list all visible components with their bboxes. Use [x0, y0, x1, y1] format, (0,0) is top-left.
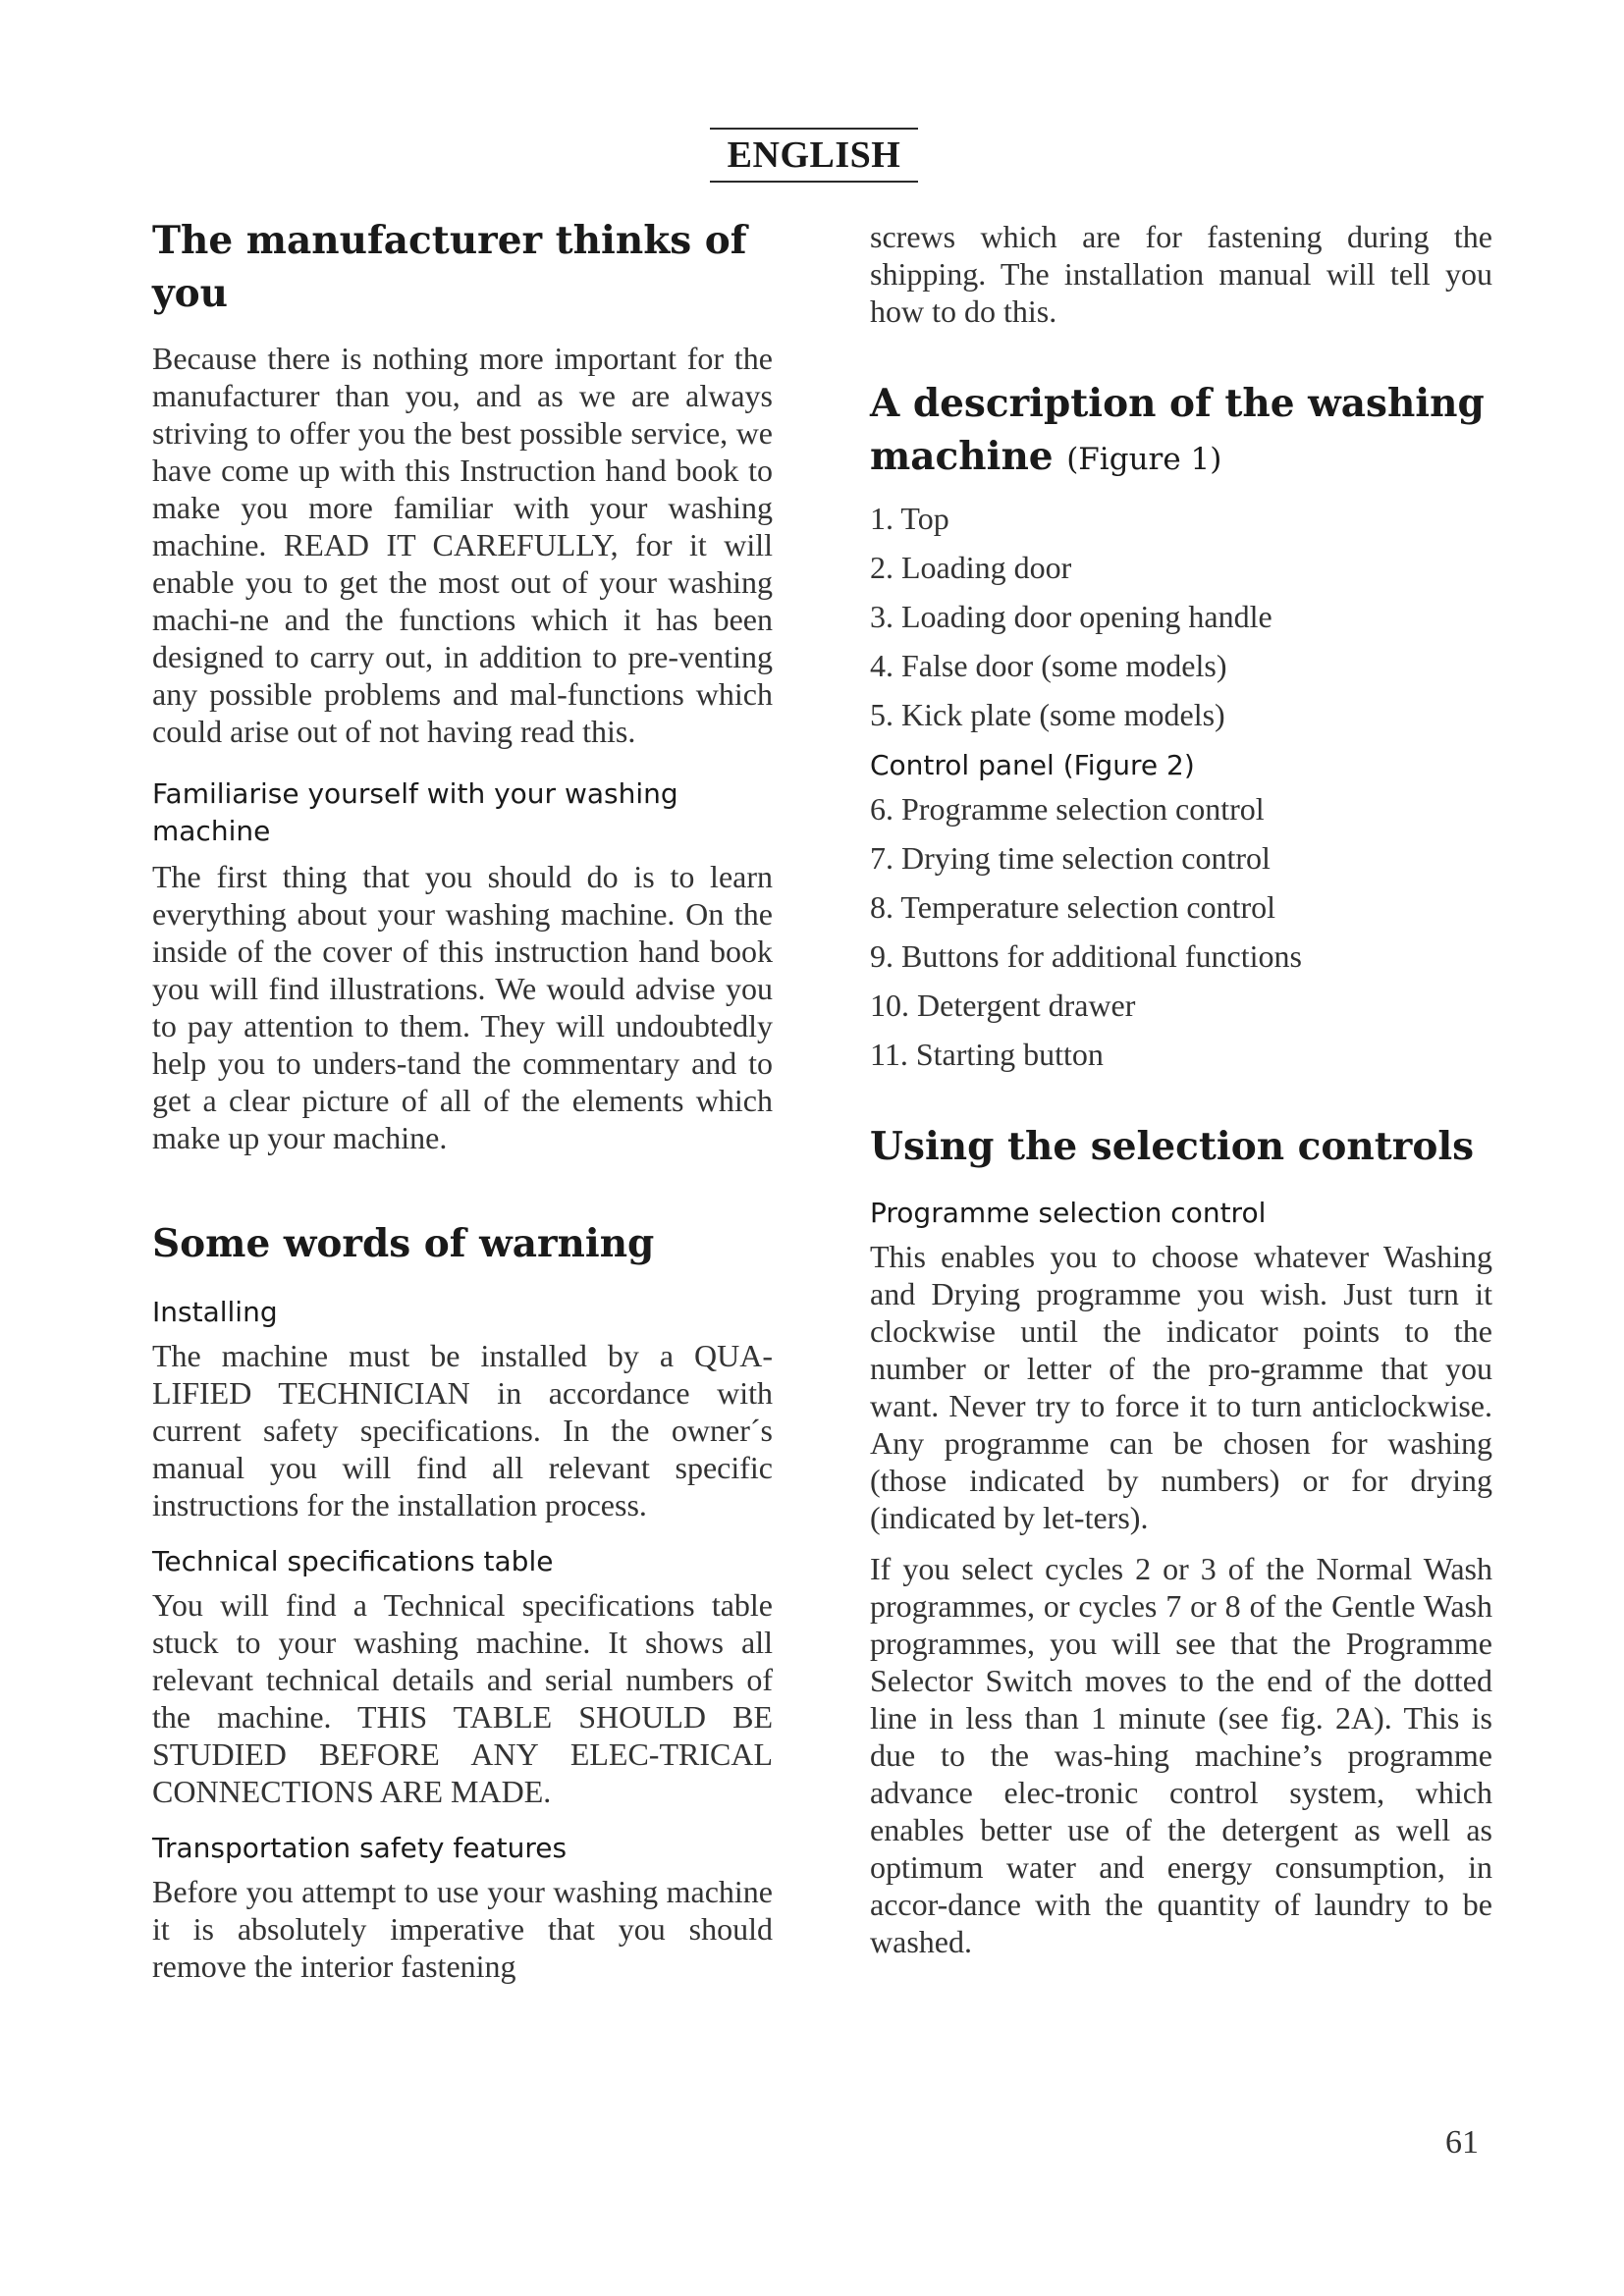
subheading-transport: Transportation safety features — [152, 1832, 568, 1864]
subheading-installing: Installing — [152, 1296, 278, 1328]
list-item: 2. Loading door — [870, 550, 1072, 585]
heading-manufacturer: The manufacturer thinks of you — [152, 218, 747, 316]
language-label: ENGLISH — [727, 134, 901, 176]
language-header — [710, 128, 918, 183]
intro-paragraph: Because there is nothing more important for the manufacturer than you, and as we are always striving to offer you the best possible service, we have come up with this Instruction hand book to make you more familiar with your washing machine. READ IT CAREFULLY, for it will enable you to get the most out of your washing machi-ne and the functions which it has been designed to carry out, in addition to pre-venting any possible problems and mal-functions which could arise out of not having read this. — [152, 341, 773, 749]
subheading-familiarise: Familiarise yourself with your washing machine — [152, 777, 678, 847]
programme-paragraph-1: This enables you to choose whatever Washing and Drying programme you wish. Just turn it clockwise until the indicator points to the number or letter of the pro-gramme that you want. Never try to force it to turn anticlockwise. Any programme can be chosen for washing (those indicated by numbers) or for drying (indicated by let-ters). — [870, 1239, 1492, 1535]
list-item: 1. Top — [870, 501, 949, 536]
subheading-control-panel: Control panel (Figure 2) — [870, 749, 1195, 781]
list-item: 11. Starting button — [870, 1037, 1104, 1072]
list-item: 4. False door (some models) — [870, 648, 1227, 683]
heading-description-text: A description of the washing machine — [870, 381, 1485, 479]
subheading-tech-specs: Technical specifications table — [152, 1545, 554, 1577]
heading-warning: Some words of warning — [152, 1221, 655, 1266]
familiarise-paragraph: The first thing that you should do is to learn everything about your washing machine. On the inside of the cover of this instruction hand book you will find illustrations. We would advise you to pay attention to them. They will undoubtedly help you to unders-tand the commentary and to get a clear picture of all of the elements which make up your machine. — [152, 859, 773, 1155]
control-panel-list — [870, 784, 1492, 1079]
programme-paragraph-2: If you select cycles 2 or 3 of the Normal Wash programmes, or cycles 7 or 8 of the Gentle Wash programmes, you will see that the Programme Selector Switch moves to the end of the dotted line in less than 1 minute (see fig. 2A). This is due to the was-hing machine’s programme advance elec-tronic control system, which enables better use of the detergent as well as optimum water and energy consumption, in accor-dance with the quantity of laundry to be washed. — [870, 1551, 1492, 1959]
tech-specs-paragraph: You will find a Technical specifications table stuck to your washing machine. It shows all relevant technical details and serial numbers of the machine. THIS TABLE SHOULD BE STUDIED BEFORE ANY ELEC-TRICAL CONNECTIONS ARE MADE. — [152, 1587, 773, 1809]
heading-selection-controls: Using the selection controls — [870, 1124, 1475, 1169]
continued-paragraph: screws which are for fastening during the shipping. The installation manual will tell you how to do this. — [870, 219, 1492, 329]
list-item: 3. Loading door opening handle — [870, 599, 1272, 634]
figure-reference: (Figure 1) — [1066, 442, 1222, 477]
list-item: 8. Temperature selection control — [870, 889, 1276, 925]
subheading-programme-selection: Programme selection control — [870, 1197, 1267, 1229]
list-item: 7. Drying time selection control — [870, 840, 1271, 876]
list-item: 5. Kick plate (some models) — [870, 697, 1225, 732]
list-item: 6. Programme selection control — [870, 791, 1265, 827]
page-number: 61 — [1445, 2124, 1479, 2161]
installing-paragraph: The machine must be installed by a QUA-LIFIED TECHNICIAN in accordance with current safety specifications. In the owner´s manual you will find all relevant specific instructions for the installation process. — [152, 1338, 773, 1522]
transport-paragraph: Before you attempt to use your washing machine it is absolutely imperative that you should remove the interior fastening — [152, 1874, 773, 1984]
list-item: 9. Buttons for additional functions — [870, 938, 1302, 974]
heading-description — [870, 377, 1492, 486]
header-rule-bottom — [710, 181, 918, 183]
right-column — [870, 218, 1492, 1960]
left-column — [152, 214, 773, 1985]
parts-list — [870, 494, 1492, 739]
list-item: 10. Detergent drawer — [870, 988, 1136, 1023]
